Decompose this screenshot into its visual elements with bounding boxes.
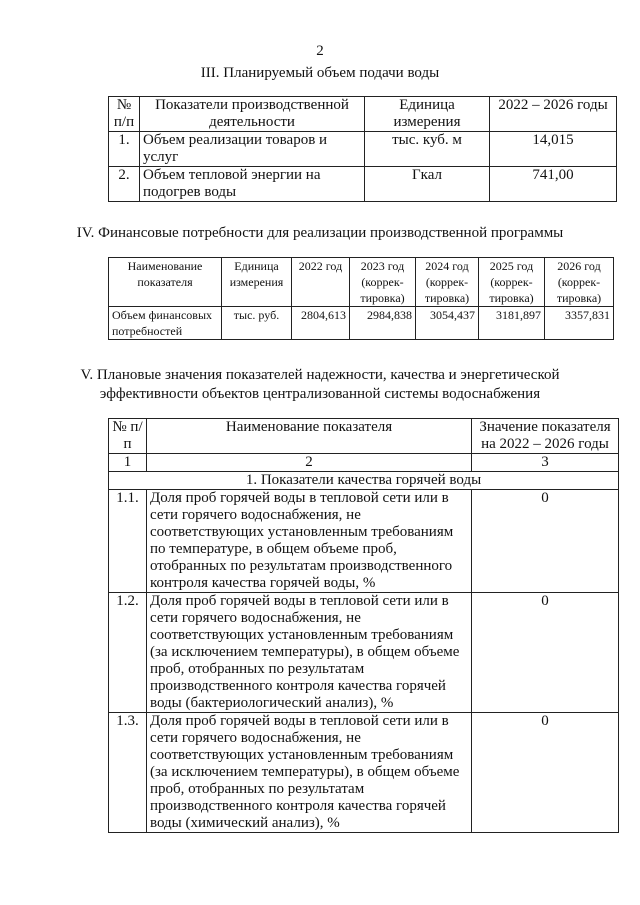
financial-needs-table <box>108 257 614 340</box>
value-2024: 3054,437 <box>416 307 479 340</box>
row-number: 1.2. <box>109 593 147 713</box>
row-name: Доля проб горячей воды в тепловой сети или в сети горячего водоснабжения, не соответствующих установленным требованиям (за исключением температуры), в общем объеме проб, отобранных по результатам производственного контроля качества горячей воды (бактериологический анализ), % <box>147 593 472 713</box>
header-period: 2022 – 2026 годы <box>490 97 617 132</box>
table-row <box>109 490 619 593</box>
header-name: Наименование показателя <box>109 258 222 307</box>
row-value: 741,00 <box>490 167 617 202</box>
row-unit: тыс. руб. <box>222 307 292 340</box>
value-2026: 3357,831 <box>545 307 614 340</box>
header-year-2022: 2022 год <box>292 258 350 307</box>
col-number-3: 3 <box>472 454 619 472</box>
supply-volume-table <box>108 96 617 202</box>
col-number-1: 1 <box>109 454 147 472</box>
table-header-row <box>109 258 614 307</box>
row-unit: тыс. куб. м <box>365 132 490 167</box>
group-title: 1. Показатели качества горячей воды <box>109 472 619 490</box>
page-number: 2 <box>316 43 324 59</box>
row-name: Доля проб горячей воды в тепловой сети или в сети горячего водоснабжения, не соответствующих установленным требованиям по температуре, в общем объеме проб, отобранных по результатам производственного контроля качества горячей воды, % <box>147 490 472 593</box>
header-indicator: Показатели производственной деятельности <box>140 97 365 132</box>
section-5-title-line1: V. Плановые значения показателей надежности, качества и энергетической <box>80 367 560 383</box>
row-value: 14,015 <box>490 132 617 167</box>
row-unit: Гкал <box>365 167 490 202</box>
row-number: 2. <box>109 167 140 202</box>
row-value: 0 <box>472 713 619 833</box>
row-name: Объем тепловой энергии на подогрев воды <box>140 167 365 202</box>
column-number-row <box>109 454 619 472</box>
row-name: Доля проб горячей воды в тепловой сети или в сети горячего водоснабжения, не соответствующих установленным требованиям (за исключением температуры), в общем объеме проб, отобранных по результатам производственного контроля качества горячей воды (химический анализ), % <box>147 713 472 833</box>
group-row <box>109 472 619 490</box>
reliability-indicators-table <box>108 418 619 833</box>
header-year-2023: 2023 год (коррек-тировка) <box>350 258 416 307</box>
section-4-title: IV. Финансовые потребности для реализации производственной программы <box>76 225 564 241</box>
col-number-2: 2 <box>147 454 472 472</box>
row-number: 1. <box>109 132 140 167</box>
header-indicator: Наименование показателя <box>147 419 472 454</box>
value-2023: 2984,838 <box>350 307 416 340</box>
header-year-2025: 2025 год (коррек-тировка) <box>479 258 545 307</box>
header-number: № п/п <box>109 419 147 454</box>
table-row <box>109 132 617 167</box>
header-unit: Единица измерения <box>365 97 490 132</box>
section-3-title: III. Планируемый объем подачи воды <box>200 65 440 81</box>
row-value: 0 <box>472 593 619 713</box>
table-row <box>109 167 617 202</box>
table-row <box>109 307 614 340</box>
table-header-row <box>109 419 619 454</box>
value-2025: 3181,897 <box>479 307 545 340</box>
table-header-row <box>109 97 617 132</box>
row-value: 0 <box>472 490 619 593</box>
header-unit: Единица измерения <box>222 258 292 307</box>
header-year-2024: 2024 год (коррек-тировка) <box>416 258 479 307</box>
header-value: Значение показателя на 2022 – 2026 годы <box>472 419 619 454</box>
header-year-2026: 2026 год (коррек-тировка) <box>545 258 614 307</box>
header-number: № п/п <box>109 97 140 132</box>
row-number: 1.1. <box>109 490 147 593</box>
row-name: Объем финансовых потребностей <box>109 307 222 340</box>
row-name: Объем реализации товаров и услуг <box>140 132 365 167</box>
value-2022: 2804,613 <box>292 307 350 340</box>
row-number: 1.3. <box>109 713 147 833</box>
section-5-title-line2: эффективности объектов централизованной системы водоснабжения <box>99 386 541 402</box>
table-row <box>109 593 619 713</box>
table-row <box>109 713 619 833</box>
